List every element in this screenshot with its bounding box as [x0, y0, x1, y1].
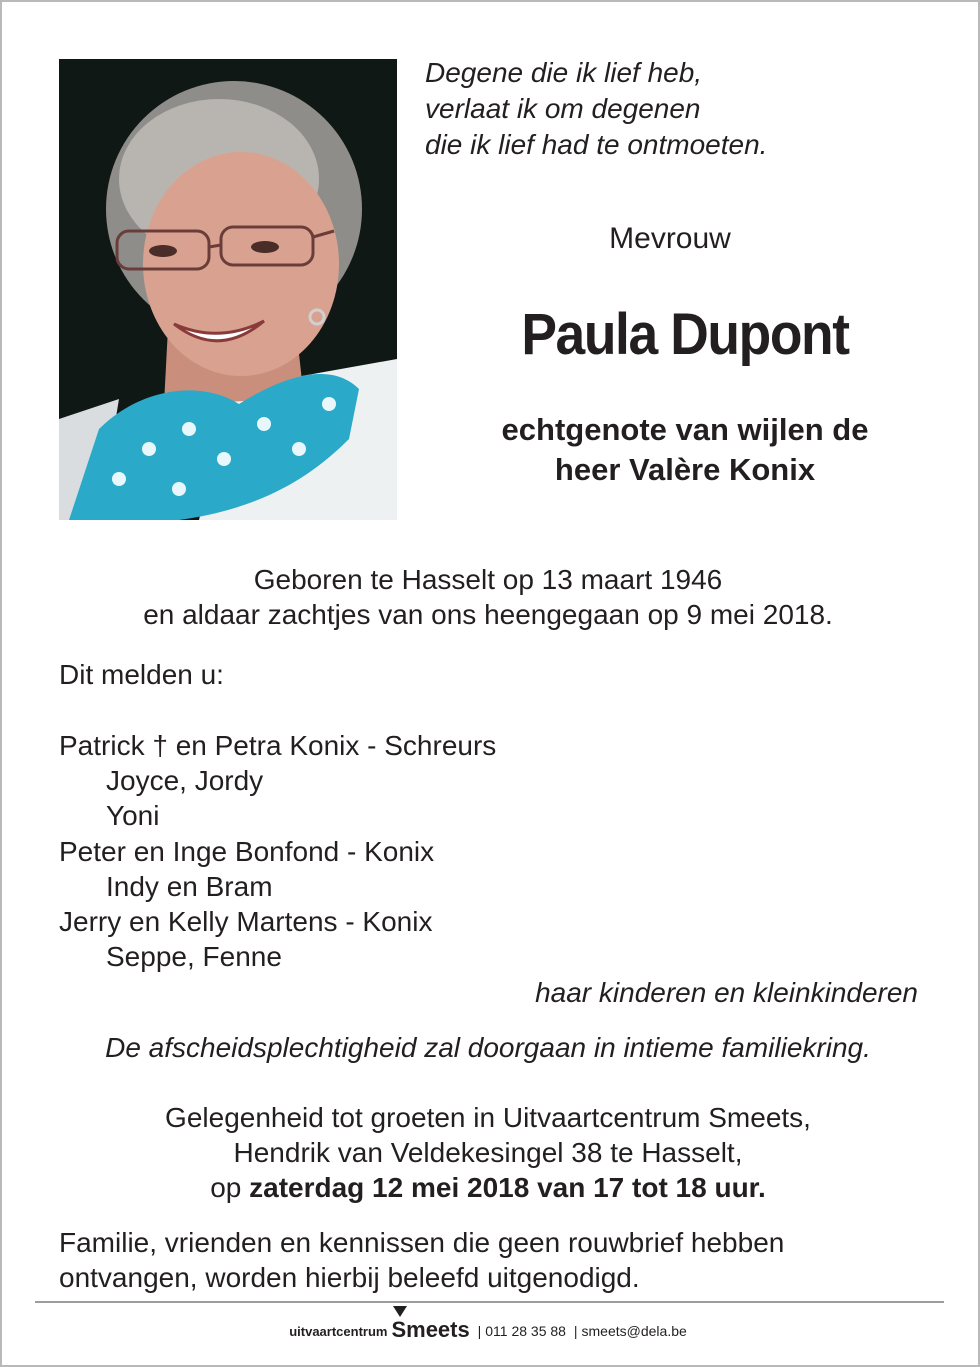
visitation-line: Hendrik van Veldekesingel 38 te Hasselt,	[233, 1137, 743, 1168]
invitation-line: Familie, vrienden en kennissen die geen rouwbrief hebben	[59, 1227, 785, 1258]
family-line: Yoni	[106, 800, 160, 832]
visitation-line	[0, 1170, 976, 1205]
birth-death-statement	[0, 562, 976, 632]
family-relation: haar kinderen en kleinkinderen	[535, 977, 918, 1008]
visitation-line: Gelegenheid tot groeten in Uitvaartcentrum Smeets,	[165, 1102, 811, 1133]
footer-email[interactable]: smeets@dela.be	[581, 1323, 687, 1339]
footer-divider	[35, 1301, 944, 1303]
portrait-photo	[59, 59, 397, 520]
family-line: Peter en Inge Bonfond - Konix	[59, 835, 435, 867]
invitation-note	[59, 1225, 939, 1295]
footer-separator: |	[477, 1323, 482, 1339]
born-line: en aldaar zachtjes van ons heengegaan op 9 mei 2018.	[143, 599, 833, 630]
family-line: Patrick † en Petra Konix - Schreurs	[59, 730, 497, 761]
announce-heading: Dit melden u:	[59, 659, 224, 690]
family-list	[59, 728, 939, 974]
footer-separator: |	[573, 1323, 578, 1339]
footer-brand: Smeets	[391, 1317, 470, 1342]
footer	[0, 1318, 976, 1344]
spouse-line: echtgenote van wijlen de	[501, 412, 869, 447]
visitation-info	[0, 1100, 976, 1205]
poem-line: Degene die ik lief heb,	[425, 57, 703, 88]
born-line: Geboren te Hasselt op 13 maart 1946	[253, 564, 723, 595]
poem-line: die ik lief had te ontmoeten.	[425, 129, 768, 160]
family-line: Indy en Bram	[106, 870, 273, 902]
portrait-icon	[59, 59, 397, 520]
family-line: Jerry en Kelly Martens - Konix	[59, 906, 433, 938]
triangle-marker-icon	[393, 1306, 407, 1317]
poem-line: verlaat ik om degenen	[425, 93, 701, 124]
footer-phone: 011 28 35 88	[485, 1323, 566, 1339]
deceased-name: Paula Dupont	[521, 302, 849, 367]
visitation-datetime: zaterdag 12 mei 2018 van 17 tot 18 uur.	[249, 1172, 766, 1203]
spouse-note	[430, 410, 940, 490]
poem	[425, 55, 945, 163]
honorific: Mevrouw	[609, 222, 731, 255]
invitation-line: ontvangen, worden hierbij beleefd uitgenodigd.	[59, 1262, 640, 1293]
ceremony-note: De afscheidsplechtigheid zal doorgaan in intieme familiekring.	[105, 1032, 871, 1063]
family-line: Joyce, Jordy	[106, 765, 264, 797]
footer-org: uitvaartcentrum	[289, 1324, 388, 1339]
spouse-line: heer Valère Konix	[554, 452, 816, 487]
visitation-prefix: op	[210, 1172, 242, 1203]
family-line: Seppe, Fenne	[106, 941, 282, 973]
